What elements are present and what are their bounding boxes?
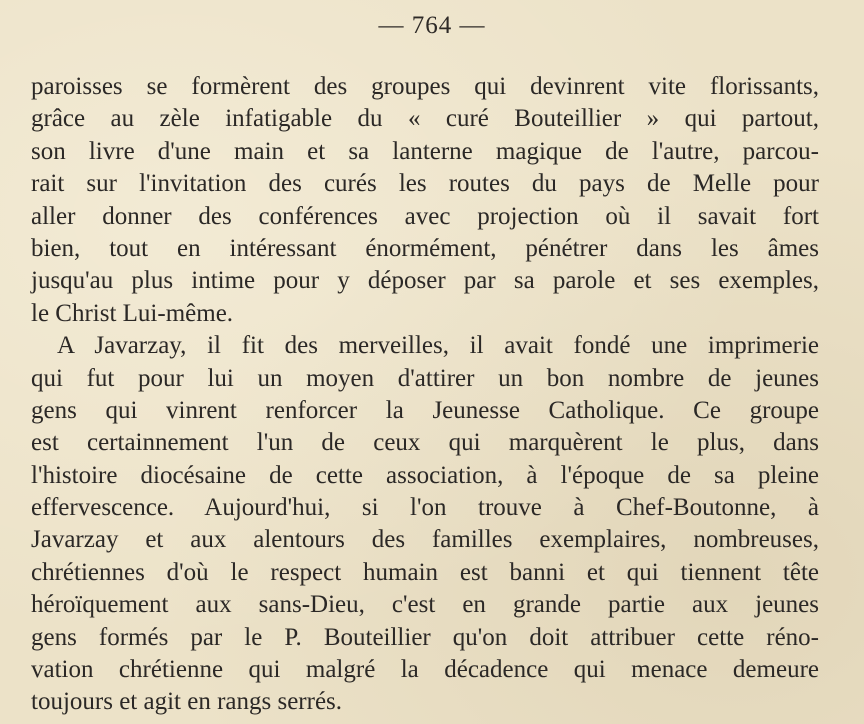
text-line: Javarzay et aux alentours des familles exemplaires, nombreuses, [31, 526, 819, 554]
text-line: aller donner des conférences avec projection où il savait fort [31, 202, 819, 230]
text-line: qui fut pour lui un moyen d'attirer un bon nombre de jeunes [31, 364, 819, 392]
text-line: est certainnement l'un de ceux qui marquèrent le plus, dans [31, 429, 819, 457]
text-line: rait sur l'invitation des curés les routes du pays de Melle pour [31, 170, 819, 198]
paragraph-2 [31, 330, 819, 719]
body-text [31, 71, 819, 719]
text-line: effervescence. Aujourd'hui, si l'on trouve à Chef-Boutonne, à [31, 494, 819, 522]
paragraph-1 [31, 71, 819, 330]
text-line: le Christ Lui-même. [31, 299, 234, 327]
page-number: — 764 — [378, 12, 486, 39]
text-line: toujours et agit en rangs serrés. [31, 688, 343, 716]
text-line: héroïquement aux sans-Dieu, c'est en grande partie aux jeunes [31, 591, 819, 619]
text-line: bien, tout en intéressant énormément, pénétrer dans les âmes [31, 234, 819, 262]
text-line: vation chrétienne qui malgré la décadence qui menace demeure [31, 656, 819, 684]
text-line: paroisses se formèrent des groupes qui devinrent vite florissants, [31, 73, 819, 100]
text-line: jusqu'au plus intime pour y déposer par sa parole et ses exemples, [31, 267, 819, 295]
text-line: gens qui vinrent renforcer la Jeunesse Catholique. Ce groupe [31, 396, 819, 424]
text-line: chrétiennes d'où le respect humain est banni et qui tiennent tête [31, 558, 819, 586]
text-line: son livre d'une main et sa lanterne magique de l'autre, parcou- [31, 137, 819, 165]
text-line: A Javarzay, il fit des merveilles, il avait fondé une imprimerie [57, 332, 819, 360]
text-line: gens formés par le P. Bouteillier qu'on doit attribuer cette réno- [31, 623, 819, 651]
text-line: grâce au zèle infatigable du « curé Bouteillier » qui partout, [31, 105, 819, 133]
text-line: l'histoire diocésaine de cette association, à l'époque de sa pleine [31, 461, 819, 489]
